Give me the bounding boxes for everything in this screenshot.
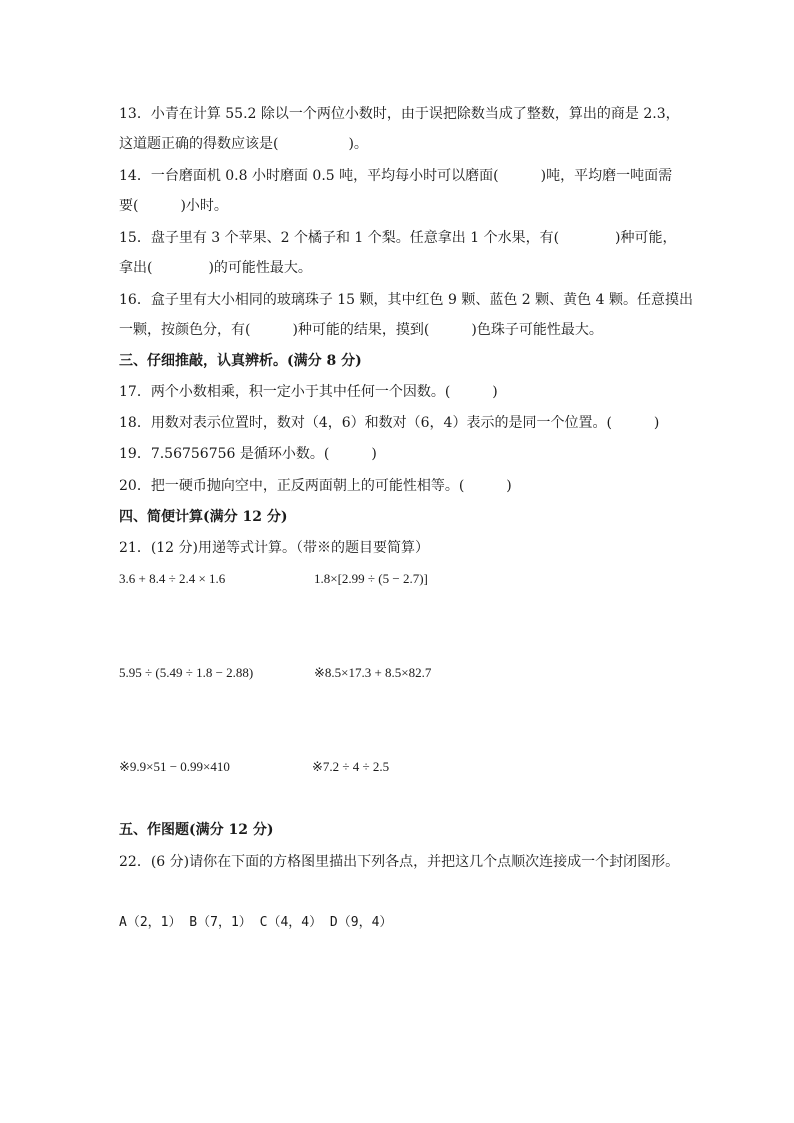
question-21: 21．(12 分)用递等式计算。（带※的题目要简算）: [119, 540, 430, 556]
question-14-line-2: 要( )小时。: [119, 198, 228, 214]
question-18: 18．用数对表示位置时，数对（4，6）和数对（6，4）表示的是同一个位置。( ): [119, 415, 660, 431]
question-19: 19．7.56756756 是循环小数。( ): [119, 446, 377, 462]
question-16-line-2: 一颗，按颜色分，有( )种可能的结果，摸到( )色珠子可能性最大。: [119, 322, 603, 338]
question-13-line-2: 这道题正确的得数应该是( )。: [119, 136, 368, 152]
question-14-line-1: 14．一台磨面机 0.8 小时磨面 0.5 吨，平均每小时可以磨面( )吨，平均磨一吨面需: [119, 168, 673, 184]
expression-3: 5.95 ÷ (5.49 ÷ 1.8 − 2.88): [119, 665, 254, 680]
question-13-line-1: 13．小青在计算 55.2 除以一个两位小数时，由于误把除数当成了整数，算出的商是 2.3，: [119, 106, 680, 122]
section-3-heading: 三、仔细推敲，认真辨析。(满分 8 分): [119, 353, 362, 369]
section-5-heading: 五、作图题(满分 12 分): [119, 822, 274, 838]
expression-2: 1.8×[2.99 ÷ (5 − 2.7)]: [314, 571, 428, 586]
question-15-line-1: 15．盘子里有 3 个苹果、2 个橘子和 1 个梨。任意拿出 1 个水果，有( )种可能，: [119, 230, 677, 246]
question-17: 17．两个小数相乘，积一定小于其中任何一个因数。( ): [119, 384, 498, 400]
expression-4: ※8.5×17.3 + 8.5×82.7: [314, 665, 432, 680]
question-22: 22．(6 分)请你在下面的方格图里描出下列各点，并把这几个点顺次连接成一个封闭图形。: [119, 854, 680, 870]
expression-6: ※7.2 ÷ 4 ÷ 2.5: [312, 759, 390, 774]
point-coordinates: A（2，1） B（7，1） C（4，4） D（9，4）: [119, 915, 393, 930]
question-16-line-1: 16．盒子里有大小相同的玻璃珠子 15 颗，其中红色 9 颗、蓝色 2 颗、黄色 4 颗。任意摸出: [119, 292, 693, 308]
expression-5: ※9.9×51 − 0.99×410: [119, 759, 230, 774]
question-20: 20．把一硬币抛向空中，正反两面朝上的可能性相等。( ): [119, 478, 512, 494]
expression-1: 3.6 + 8.4 ÷ 2.4 × 1.6: [119, 571, 226, 586]
section-4-heading: 四、简便计算(满分 12 分): [119, 509, 288, 525]
question-15-line-2: 拿出( )的可能性最大。: [119, 260, 312, 276]
